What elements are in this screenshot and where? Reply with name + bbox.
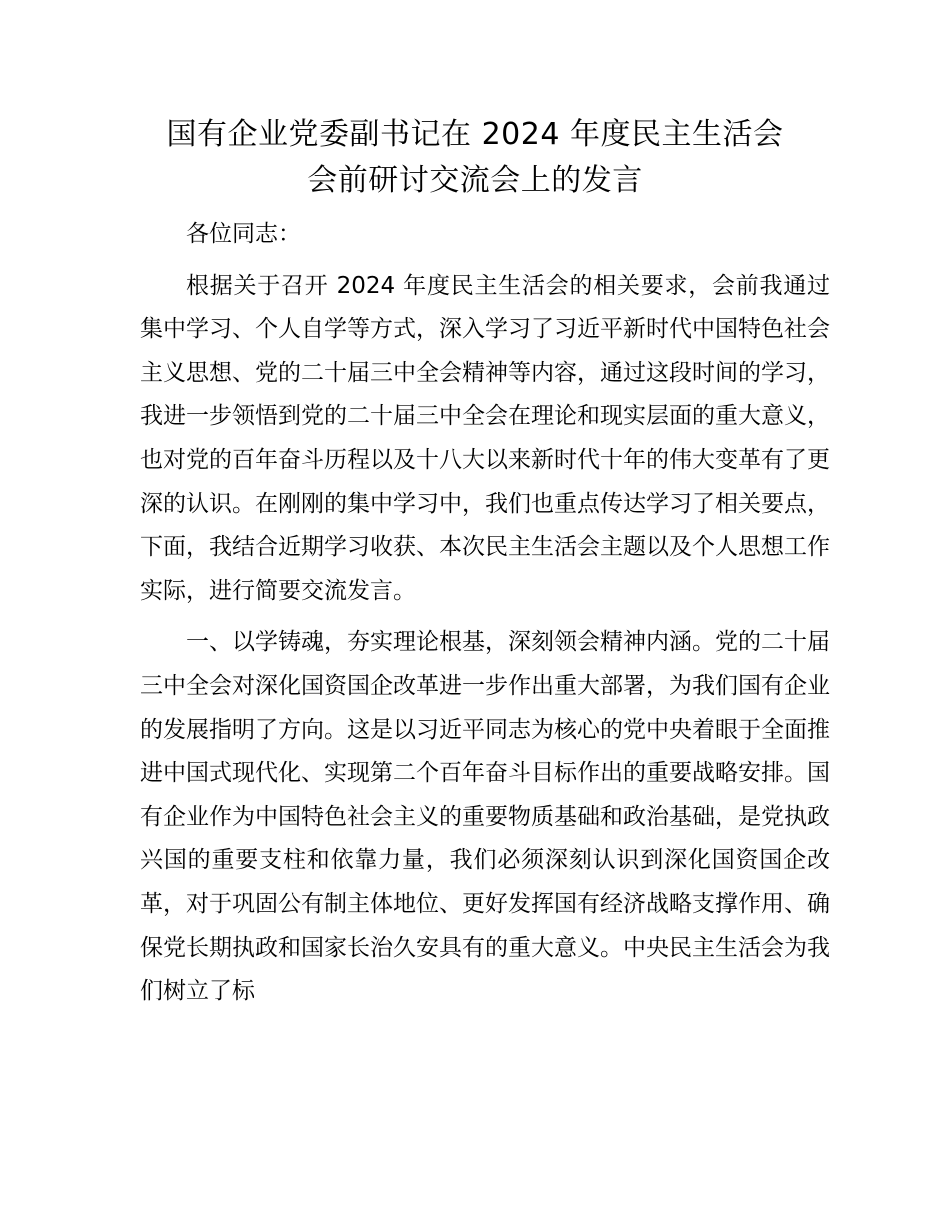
paragraph-section-1: 一、以学铸魂，夯实理论根基，深刻领会精神内涵。党的二十届三中全会对深化国资国企改革进一步作出重大部署，为我们国有企业的发展指明了方向。这是以习近平同志为核心的党中央着眼于全面推进中国式现代化、实现第二个百年奋斗目标作出的重要战略安排。国有企业作为中国特色社会主义的重要物质基础和政治基础，是党执政兴国的重要支柱和依靠力量，我们必须深刻认识到深化国资国企改革，对于巩固公有制主体地位、更好发挥国有经济战略支撑作用、确保党长期执政和国家长治久安具有的重大意义。中央民主生活会为我们树立了标 [140, 629, 830, 1005]
document-body [140, 213, 830, 1014]
document-title [0, 112, 950, 204]
title-line-1: 国有企业党委副书记在 2024 年度民主生活会 [166, 117, 784, 152]
title-line-2: 会前研讨交流会上的发言 [307, 163, 643, 198]
salutation: 各位同志： [186, 221, 301, 247]
paragraph-intro: 根据关于召开 2024 年度民主生活会的相关要求，会前我通过集中学习、个人自学等方式，深入学习了习近平新时代中国特色社会主义思想、党的二十届三中全会精神等内容，通过这段时间的学习，我进一步领悟到党的二十届三中全会在理论和现实层面的重大意义，也对党的百年奋斗历程以及十八大以来新时代十年的伟大变革有了更深的认识。在刚刚的集中学习中，我们也重点传达学习了相关要点，下面，我结合近期学习收获、本次民主生活会主题以及个人思想工作实际，进行简要交流发言。 [140, 272, 830, 604]
